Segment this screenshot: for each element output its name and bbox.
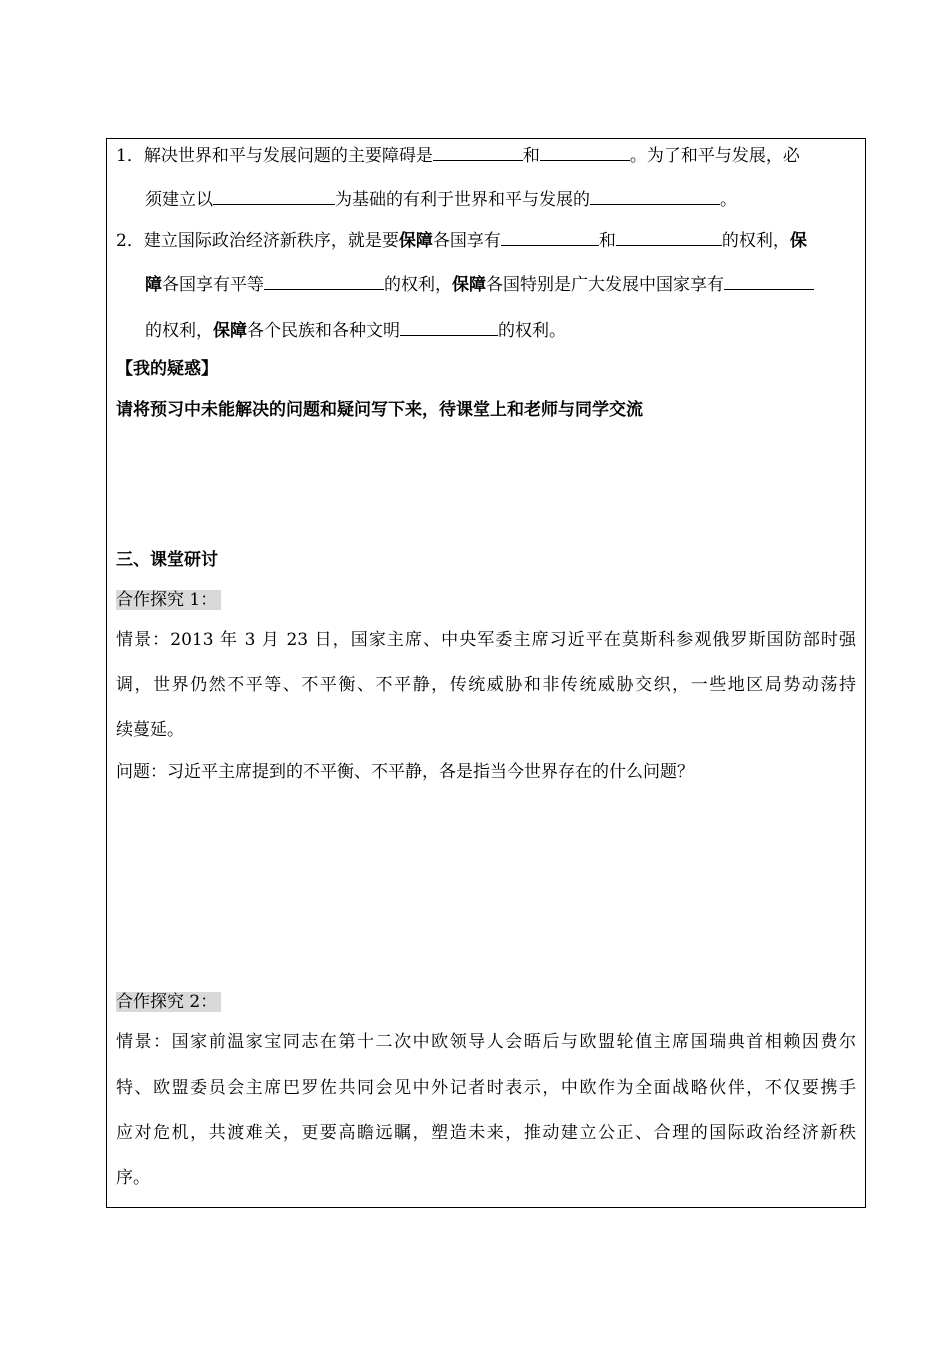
q1-blank-2[interactable] [540,143,630,161]
coop1-question: 问题：习近平主席提到的不平衡、不平静，各是指当今世界存在的什么问题？ [116,762,694,782]
q2-text: 各个民族和各种文明 [247,321,400,341]
q2-text: 和 [598,231,616,251]
q2-text: 各国特别是广大发展中国家享有 [486,275,724,295]
q2-keyword: 保 [789,231,807,251]
q1-blank-3[interactable] [213,187,335,205]
coop2-scene-line-4: 序。 [116,1168,150,1188]
q2-blank-1[interactable] [501,228,599,246]
q2-text: 的权利， [145,321,213,341]
q2-blank-3[interactable] [264,272,384,290]
q1-text: 1．解决世界和平与发展问题的主要障碍是 [116,146,433,166]
q2-line-3 [145,318,566,343]
q2-text: 的权利。 [498,321,566,341]
coop1-answer-area[interactable] [116,795,856,975]
coop2-scene-line-3: 应对危机，共渡难关，更要高瞻远瞩，塑造未来，推动建立公正、合理的国际政治经济新秩 [116,1123,856,1143]
coop1-scene-line-1: 情景：2013 年 3 月 23 日，国家主席、中央军委主席习近平在莫斯科参观俄罗斯国防部时强 [116,630,856,650]
q2-text: 2．建立国际政治经济新秩序，就是要 [116,231,399,251]
coop2-scene-line-1: 情景：国家前温家宝同志在第十二次中欧领导人会晤后与欧盟轮值主席国瑞典首相赖因费尔 [116,1032,856,1052]
q2-keyword: 保障 [452,275,486,295]
doubt-heading: 【我的疑惑】 [116,359,218,379]
q2-text: 的权利， [384,275,452,295]
q2-text: 的权利， [721,231,790,251]
q1-text: 。 [720,190,737,210]
q2-text: 各国享有平等 [162,275,264,295]
q2-keyword: 保障 [398,231,433,251]
q2-line-2 [145,272,814,297]
q2-keyword: 保障 [213,321,247,341]
coop1-label: 合作探究 1： [116,588,221,612]
q1-blank-4[interactable] [590,187,720,205]
coop2-label: 合作探究 2： [116,990,221,1014]
q1-line-2 [145,187,737,212]
q2-blank-5[interactable] [400,318,498,336]
q2-line-1 [116,228,807,253]
coop2-scene-line-2: 特、欧盟委员会主席巴罗佐共同会见中外记者时表示，中欧作为全面战略伙伴，不仅要携手 [116,1078,856,1098]
doubt-instruction: 请将预习中未能解决的问题和疑问写下来，待课堂上和老师与同学交流 [116,400,643,420]
q2-blank-2[interactable] [616,228,722,246]
q1-line-1 [116,143,800,168]
coop1-scene-line-2: 调，世界仍然不平等、不平衡、不平静，传统威胁和非传统威胁交织，一些地区局势动荡持 [116,675,856,695]
q2-keyword: 障 [145,275,162,295]
section-3-heading: 三、课堂研讨 [116,550,218,570]
q2-text: 各国享有 [432,231,501,251]
q1-text: 和 [522,146,540,166]
coop1-scene-line-3: 续蔓延。 [116,720,184,740]
q1-text: 为基础的有利于世界和平与发展的 [335,190,590,210]
doubt-answer-area[interactable] [116,430,856,540]
q1-blank-1[interactable] [433,143,523,161]
q1-text: 。为了和平与发展，必 [629,146,800,166]
q1-text: 须建立以 [145,190,213,210]
q2-blank-4[interactable] [724,272,814,290]
